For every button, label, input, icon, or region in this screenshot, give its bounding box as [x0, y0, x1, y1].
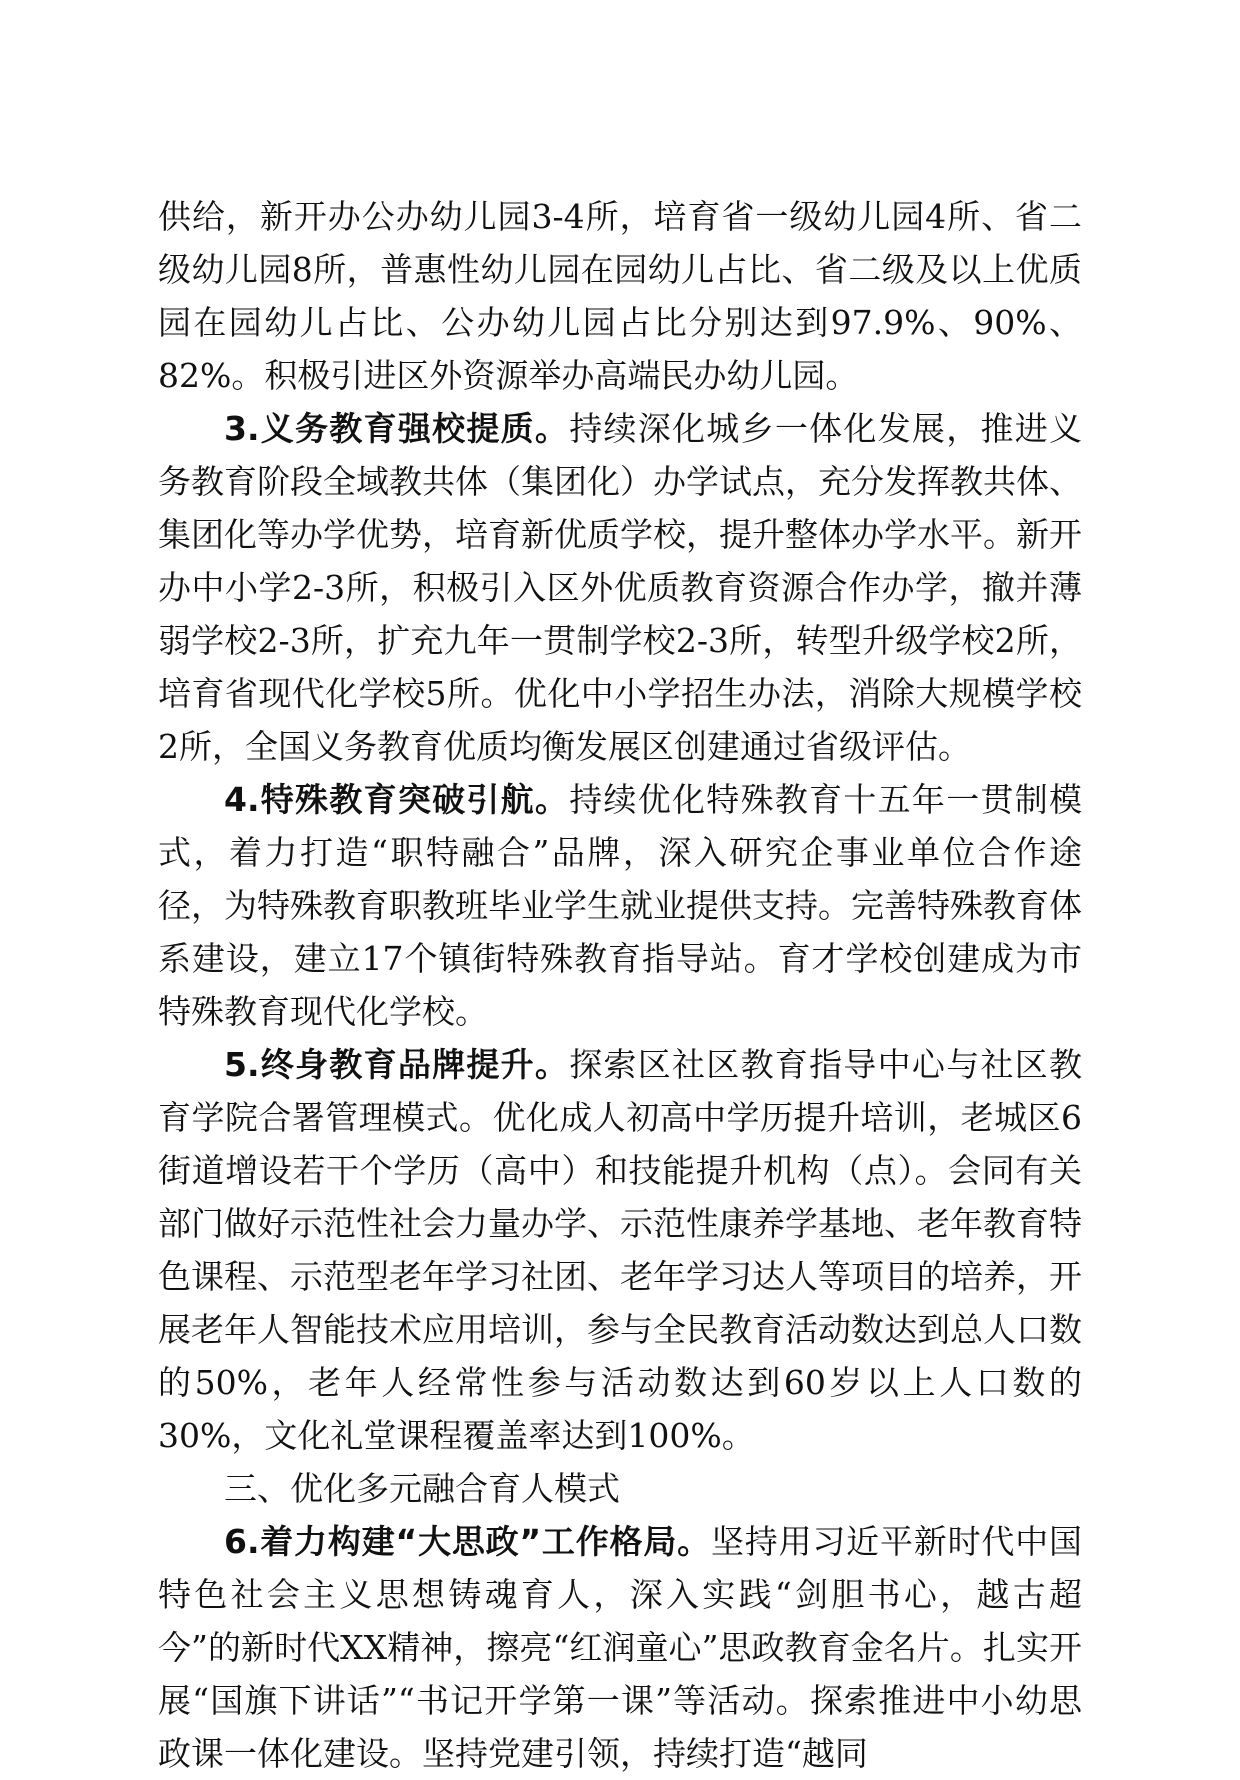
paragraph-text: 探索区社区教育指导中心与社区教育学院合署管理模式。优化成人初高中学历提升培训，老城区6街道增设若干个学历（高中）和技能提升机构（点）。会同有关部门做好示范性社会力量办学、示范性康养学基地、老年教育特色课程、示范型老年学习社团、老年学习达人等项目的培养，开展老年人智能技术应用培训，参与全民教育活动数达到总人口数的50%，老年人经常性参与活动数达到60岁以上人口数的30%，文化礼堂课程覆盖率达到100%。	[158, 1045, 1083, 1455]
paragraph-ideological-education	[158, 1515, 1082, 1780]
paragraph-lead: 6.着力构建“大思政”工作格局。	[224, 1522, 711, 1561]
paragraph-kindergarten-supply	[158, 190, 1082, 402]
section-heading: 三、优化多元融合育人模式	[224, 1469, 620, 1508]
paragraph-text: 供给，新开办公办幼儿园3-4所，培育省一级幼儿园4所、省二级幼儿园8所，普惠性幼儿园在园幼儿占比、省二级及以上优质园在园幼儿占比、公办幼儿园占比分别达到97.9%、90%、82%。积极引进区外资源举办高端民办幼儿园。	[158, 197, 1082, 395]
paragraph-lead: 4.特殊教育突破引航。	[224, 780, 570, 819]
paragraph-lead: 3.义务教育强校提质。	[224, 409, 570, 448]
paragraph-text: 持续深化城乡一体化发展，推进义务教育阶段全域教共体（集团化）办学试点，充分发挥教共体、集团化等办学优势，培育新优质学校，提升整体办学水平。新开办中小学2-3所，积极引入区外优质教育资源合作办学，撤并薄弱学校2-3所，扩充九年一贯制学校2-3所，转型升级学校2所，培育省现代化学校5所。优化中小学招生办法，消除大规模学校2所，全国义务教育优质均衡发展区创建通过省级评估。	[158, 409, 1083, 766]
document-body	[158, 190, 1082, 1780]
paragraph-text: 坚持用习近平新时代中国特色社会主义思想铸魂育人，深入实践“剑胆书心，越古超今”的新时代XX精神，擦亮“红润童心”思政教育金名片。扎实开展“国旗下讲话”“书记开学第一课”等活动。探索推进中小幼思政课一体化建设。坚持党建引领，持续打造“越同	[158, 1522, 1083, 1773]
paragraph-lifelong-education	[158, 1038, 1082, 1462]
paragraph-lead: 5.终身教育品牌提升。	[224, 1045, 570, 1084]
paragraph-text: 持续优化特殊教育十五年一贯制模式，着力打造“职特融合”品牌，深入研究企事业单位合作途径，为特殊教育职教班毕业学生就业提供支持。完善特殊教育体系建设，建立17个镇街特殊教育指导站。育才学校创建成为市特殊教育现代化学校。	[158, 780, 1083, 1031]
paragraph-compulsory-education	[158, 402, 1082, 773]
paragraph-special-education	[158, 773, 1082, 1038]
